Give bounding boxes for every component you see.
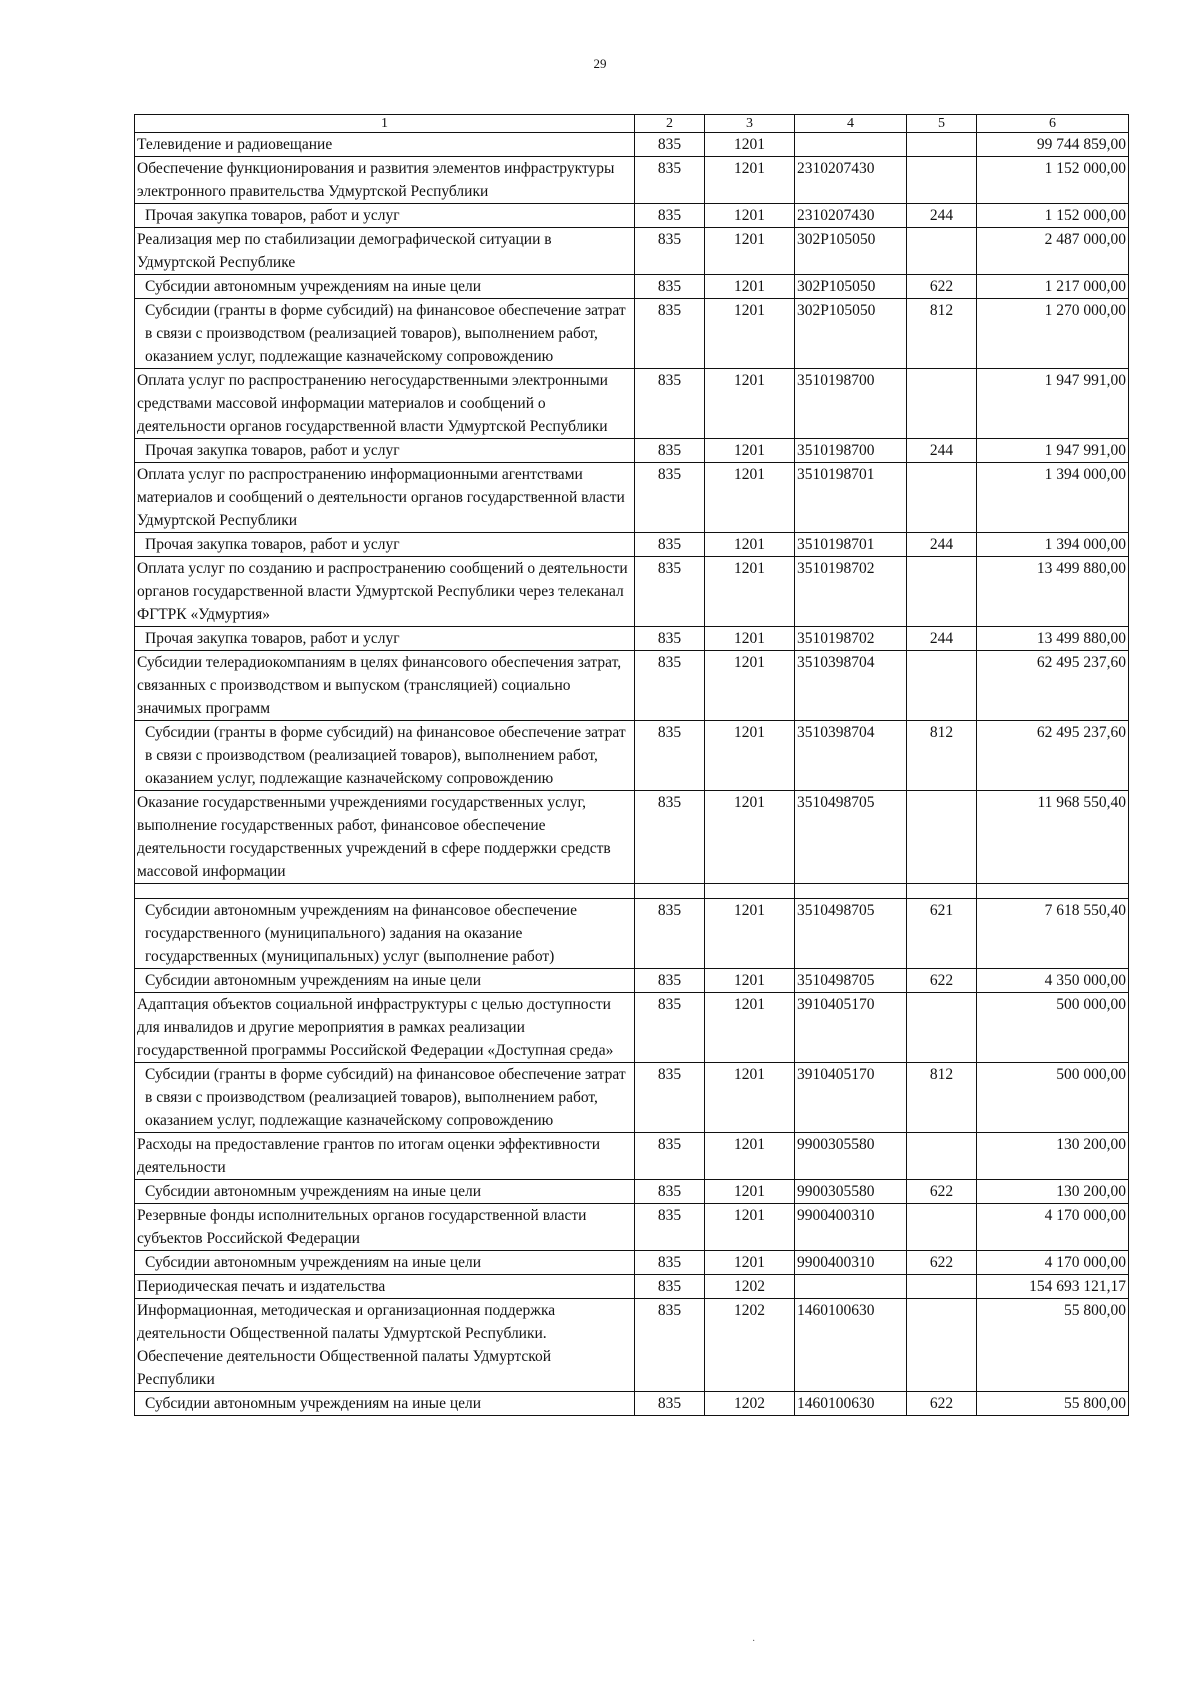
row-expense-type-cell: 621 xyxy=(907,899,977,969)
row-amount-cell: 4 170 000,00 xyxy=(977,1251,1129,1275)
row-name-cell: Субсидии автономным учреждениям на финансовое обеспечение государственного (муниципального) задания на оказание государственных (муниципальных) услуг (выполнение работ) xyxy=(135,899,635,969)
row-section-code-cell: 1201 xyxy=(705,275,795,299)
row-name-cell: Оплата услуг по распространению негосударственными электронными средствами массовой информации материалов и сообщений о деятельности органов государственной власти Удмуртской Республики xyxy=(135,369,635,439)
table-row xyxy=(135,157,1129,204)
header-col-1: 1 xyxy=(135,115,635,133)
row-admin-code-cell: 835 xyxy=(635,299,705,369)
table-row xyxy=(135,721,1129,791)
spacer-cell xyxy=(705,884,795,899)
row-name-cell: Оплата услуг по созданию и распространению сообщений о деятельности органов государственной власти Удмуртской Республики через телеканал ФГТРК «Удмуртия» xyxy=(135,557,635,627)
table-row xyxy=(135,1392,1129,1416)
row-name-cell: Субсидии автономным учреждениям на иные цели xyxy=(135,275,635,299)
row-amount-cell: 1 217 000,00 xyxy=(977,275,1129,299)
row-section-code-cell: 1201 xyxy=(705,1251,795,1275)
row-amount-cell: 55 800,00 xyxy=(977,1392,1129,1416)
row-target-code-cell: 3910405170 xyxy=(795,1063,907,1133)
row-section-code-cell: 1201 xyxy=(705,463,795,533)
row-expense-type-cell: 622 xyxy=(907,1251,977,1275)
row-target-code-cell: 3510498705 xyxy=(795,791,907,884)
row-admin-code-cell: 835 xyxy=(635,228,705,275)
row-target-code-cell: 3510198702 xyxy=(795,627,907,651)
row-name-cell: Периодическая печать и издательства xyxy=(135,1275,635,1299)
row-admin-code-cell: 835 xyxy=(635,1299,705,1392)
spacer-cell xyxy=(135,884,635,899)
row-name-cell: Прочая закупка товаров, работ и услуг xyxy=(135,627,635,651)
row-section-code-cell: 1202 xyxy=(705,1275,795,1299)
row-name-cell: Оказание государственными учреждениями государственных услуг, выполнение государственных работ, финансовое обеспечение деятельности государственных учреждений в сфере поддержки средств массовой информации xyxy=(135,791,635,884)
row-expense-type-cell xyxy=(907,791,977,884)
table-body xyxy=(135,133,1129,1416)
row-expense-type-cell xyxy=(907,1299,977,1392)
row-expense-type-cell xyxy=(907,369,977,439)
row-amount-cell: 1 394 000,00 xyxy=(977,533,1129,557)
row-admin-code-cell: 835 xyxy=(635,899,705,969)
row-expense-type-cell: 244 xyxy=(907,204,977,228)
row-target-code-cell: 3510198700 xyxy=(795,439,907,463)
row-name-cell: Оплата услуг по распространению информационными агентствами материалов и сообщений о деятельности органов государственной власти Удмуртской Республики xyxy=(135,463,635,533)
row-admin-code-cell: 835 xyxy=(635,651,705,721)
row-target-code-cell xyxy=(795,133,907,157)
row-expense-type-cell: 244 xyxy=(907,533,977,557)
row-name-cell: Информационная, методическая и организационная поддержка деятельности Общественной палаты Удмуртской Республики. Обеспечение деятельности Общественной палаты Удмуртской Республики xyxy=(135,1299,635,1392)
row-section-code-cell: 1201 xyxy=(705,791,795,884)
row-expense-type-cell: 622 xyxy=(907,969,977,993)
row-name-cell: Резервные фонды исполнительных органов государственной власти субъектов Российской Федерации xyxy=(135,1204,635,1251)
row-amount-cell: 13 499 880,00 xyxy=(977,627,1129,651)
row-target-code-cell: 302P105050 xyxy=(795,275,907,299)
row-admin-code-cell: 835 xyxy=(635,791,705,884)
row-expense-type-cell xyxy=(907,1204,977,1251)
row-section-code-cell: 1201 xyxy=(705,204,795,228)
row-name-cell: Субсидии автономным учреждениям на иные цели xyxy=(135,1251,635,1275)
row-admin-code-cell: 835 xyxy=(635,1251,705,1275)
table-row xyxy=(135,1063,1129,1133)
row-section-code-cell: 1201 xyxy=(705,651,795,721)
row-target-code-cell xyxy=(795,1275,907,1299)
row-section-code-cell: 1201 xyxy=(705,299,795,369)
row-section-code-cell: 1201 xyxy=(705,533,795,557)
row-amount-cell: 4 170 000,00 xyxy=(977,1204,1129,1251)
row-admin-code-cell: 835 xyxy=(635,369,705,439)
row-section-code-cell: 1201 xyxy=(705,369,795,439)
row-amount-cell: 62 495 237,60 xyxy=(977,721,1129,791)
row-amount-cell: 1 270 000,00 xyxy=(977,299,1129,369)
row-target-code-cell: 3510198701 xyxy=(795,463,907,533)
table-row xyxy=(135,228,1129,275)
row-section-code-cell: 1201 xyxy=(705,1204,795,1251)
row-section-code-cell: 1201 xyxy=(705,969,795,993)
row-amount-cell: 11 968 550,40 xyxy=(977,791,1129,884)
spacer-cell xyxy=(977,884,1129,899)
row-section-code-cell: 1201 xyxy=(705,1180,795,1204)
row-admin-code-cell: 835 xyxy=(635,557,705,627)
row-name-cell: Субсидии автономным учреждениям на иные цели xyxy=(135,1392,635,1416)
table-row xyxy=(135,1275,1129,1299)
row-target-code-cell: 9900305580 xyxy=(795,1133,907,1180)
row-expense-type-cell xyxy=(907,228,977,275)
spacer-cell xyxy=(907,884,977,899)
row-amount-cell: 154 693 121,17 xyxy=(977,1275,1129,1299)
row-expense-type-cell: 244 xyxy=(907,439,977,463)
row-target-code-cell: 2310207430 xyxy=(795,204,907,228)
row-name-cell: Субсидии телерадиокомпаниям в целях финансового обеспечения затрат, связанных с производством и выпуском (трансляцией) социально значимых программ xyxy=(135,651,635,721)
row-admin-code-cell: 835 xyxy=(635,993,705,1063)
row-admin-code-cell: 835 xyxy=(635,721,705,791)
row-admin-code-cell: 835 xyxy=(635,1204,705,1251)
row-expense-type-cell: 812 xyxy=(907,1063,977,1133)
table-row xyxy=(135,1204,1129,1251)
row-target-code-cell: 1460100630 xyxy=(795,1392,907,1416)
row-name-cell: Субсидии автономным учреждениям на иные цели xyxy=(135,1180,635,1204)
row-section-code-cell: 1201 xyxy=(705,133,795,157)
row-admin-code-cell: 835 xyxy=(635,463,705,533)
spacer-cell xyxy=(635,884,705,899)
row-amount-cell: 62 495 237,60 xyxy=(977,651,1129,721)
row-expense-type-cell: 622 xyxy=(907,275,977,299)
row-admin-code-cell: 835 xyxy=(635,969,705,993)
row-target-code-cell: 3510398704 xyxy=(795,651,907,721)
row-expense-type-cell xyxy=(907,993,977,1063)
budget-table xyxy=(134,114,1129,1416)
row-amount-cell: 1 152 000,00 xyxy=(977,204,1129,228)
row-expense-type-cell: 622 xyxy=(907,1180,977,1204)
row-amount-cell: 13 499 880,00 xyxy=(977,557,1129,627)
row-name-cell: Прочая закупка товаров, работ и услуг xyxy=(135,533,635,557)
row-expense-type-cell xyxy=(907,1275,977,1299)
table-row xyxy=(135,439,1129,463)
table-row xyxy=(135,533,1129,557)
row-section-code-cell: 1201 xyxy=(705,993,795,1063)
row-amount-cell: 1 947 991,00 xyxy=(977,439,1129,463)
table-row xyxy=(135,1180,1129,1204)
row-section-code-cell: 1201 xyxy=(705,627,795,651)
row-section-code-cell: 1201 xyxy=(705,439,795,463)
row-name-cell: Адаптация объектов социальной инфраструктуры с целью доступности для инвалидов и другие мероприятия в рамках реализации государственной программы Российской Федерации «Доступная среда» xyxy=(135,993,635,1063)
header-col-4: 4 xyxy=(795,115,907,133)
row-amount-cell: 1 394 000,00 xyxy=(977,463,1129,533)
table-row xyxy=(135,627,1129,651)
row-target-code-cell: 2310207430 xyxy=(795,157,907,204)
table-row xyxy=(135,369,1129,439)
table-row xyxy=(135,791,1129,884)
row-admin-code-cell: 835 xyxy=(635,275,705,299)
table-row xyxy=(135,651,1129,721)
row-name-cell: Расходы на предоставление грантов по итогам оценки эффективности деятельности xyxy=(135,1133,635,1180)
row-admin-code-cell: 835 xyxy=(635,157,705,204)
row-section-code-cell: 1201 xyxy=(705,228,795,275)
table-row xyxy=(135,1251,1129,1275)
table-row xyxy=(135,899,1129,969)
row-section-code-cell: 1201 xyxy=(705,721,795,791)
row-target-code-cell: 3510198701 xyxy=(795,533,907,557)
row-expense-type-cell xyxy=(907,157,977,204)
table-row xyxy=(135,969,1129,993)
row-name-cell: Телевидение и радиовещание xyxy=(135,133,635,157)
row-admin-code-cell: 835 xyxy=(635,1392,705,1416)
table-row xyxy=(135,993,1129,1063)
row-target-code-cell: 9900400310 xyxy=(795,1204,907,1251)
row-expense-type-cell xyxy=(907,463,977,533)
row-amount-cell: 55 800,00 xyxy=(977,1299,1129,1392)
row-target-code-cell: 302P105050 xyxy=(795,299,907,369)
table-spacer-row xyxy=(135,884,1129,899)
table-row xyxy=(135,557,1129,627)
row-amount-cell: 4 350 000,00 xyxy=(977,969,1129,993)
table-row xyxy=(135,1299,1129,1392)
row-admin-code-cell: 835 xyxy=(635,627,705,651)
table-row xyxy=(135,463,1129,533)
row-name-cell: Прочая закупка товаров, работ и услуг xyxy=(135,204,635,228)
row-expense-type-cell: 622 xyxy=(907,1392,977,1416)
row-section-code-cell: 1201 xyxy=(705,899,795,969)
row-amount-cell: 7 618 550,40 xyxy=(977,899,1129,969)
row-admin-code-cell: 835 xyxy=(635,133,705,157)
row-admin-code-cell: 835 xyxy=(635,204,705,228)
row-expense-type-cell xyxy=(907,1133,977,1180)
table-row xyxy=(135,1133,1129,1180)
row-amount-cell: 500 000,00 xyxy=(977,1063,1129,1133)
row-expense-type-cell: 244 xyxy=(907,627,977,651)
row-section-code-cell: 1202 xyxy=(705,1392,795,1416)
row-target-code-cell: 3910405170 xyxy=(795,993,907,1063)
row-target-code-cell: 1460100630 xyxy=(795,1299,907,1392)
row-amount-cell: 99 744 859,00 xyxy=(977,133,1129,157)
table-row xyxy=(135,204,1129,228)
table-header-row xyxy=(135,115,1129,133)
row-section-code-cell: 1201 xyxy=(705,557,795,627)
row-name-cell: Прочая закупка товаров, работ и услуг xyxy=(135,439,635,463)
row-name-cell: Реализация мер по стабилизации демографической ситуации в Удмуртской Республике xyxy=(135,228,635,275)
row-admin-code-cell: 835 xyxy=(635,533,705,557)
row-target-code-cell: 3510498705 xyxy=(795,969,907,993)
row-name-cell: Субсидии (гранты в форме субсидий) на финансовое обеспечение затрат в связи с производством (реализацией товаров), выполнением работ, оказанием услуг, подлежащие казначейскому сопровождению xyxy=(135,299,635,369)
header-col-2: 2 xyxy=(635,115,705,133)
row-expense-type-cell xyxy=(907,557,977,627)
row-expense-type-cell: 812 xyxy=(907,721,977,791)
row-name-cell: Субсидии (гранты в форме субсидий) на финансовое обеспечение затрат в связи с производством (реализацией товаров), выполнением работ, оказанием услуг, подлежащие казначейскому сопровождению xyxy=(135,1063,635,1133)
row-amount-cell: 1 947 991,00 xyxy=(977,369,1129,439)
table-row xyxy=(135,133,1129,157)
row-amount-cell: 2 487 000,00 xyxy=(977,228,1129,275)
row-expense-type-cell xyxy=(907,651,977,721)
row-target-code-cell: 3510398704 xyxy=(795,721,907,791)
row-admin-code-cell: 835 xyxy=(635,1063,705,1133)
header-col-3: 3 xyxy=(705,115,795,133)
row-target-code-cell: 3510198702 xyxy=(795,557,907,627)
header-col-6: 6 xyxy=(977,115,1129,133)
row-admin-code-cell: 835 xyxy=(635,1275,705,1299)
row-expense-type-cell xyxy=(907,133,977,157)
header-col-5: 5 xyxy=(907,115,977,133)
row-name-cell: Субсидии автономным учреждениям на иные цели xyxy=(135,969,635,993)
row-target-code-cell: 9900400310 xyxy=(795,1251,907,1275)
row-admin-code-cell: 835 xyxy=(635,1133,705,1180)
row-target-code-cell: 302P105050 xyxy=(795,228,907,275)
row-amount-cell: 130 200,00 xyxy=(977,1133,1129,1180)
row-amount-cell: 130 200,00 xyxy=(977,1180,1129,1204)
table-row xyxy=(135,299,1129,369)
row-expense-type-cell: 812 xyxy=(907,299,977,369)
row-target-code-cell: 3510198700 xyxy=(795,369,907,439)
row-amount-cell: 1 152 000,00 xyxy=(977,157,1129,204)
row-section-code-cell: 1201 xyxy=(705,1063,795,1133)
row-target-code-cell: 3510498705 xyxy=(795,899,907,969)
table-row xyxy=(135,275,1129,299)
row-admin-code-cell: 835 xyxy=(635,1180,705,1204)
row-section-code-cell: 1202 xyxy=(705,1299,795,1392)
row-section-code-cell: 1201 xyxy=(705,157,795,204)
scan-dot: · xyxy=(752,1636,756,1647)
row-amount-cell: 500 000,00 xyxy=(977,993,1129,1063)
row-target-code-cell: 9900305580 xyxy=(795,1180,907,1204)
row-name-cell: Субсидии (гранты в форме субсидий) на финансовое обеспечение затрат в связи с производством (реализацией товаров), выполнением работ, оказанием услуг, подлежащие казначейскому сопровождению xyxy=(135,721,635,791)
row-section-code-cell: 1201 xyxy=(705,1133,795,1180)
page-number: 29 xyxy=(593,56,607,71)
row-name-cell: Обеспечение функционирования и развития элементов инфраструктуры электронного правительства Удмуртской Республики xyxy=(135,157,635,204)
spacer-cell xyxy=(795,884,907,899)
row-admin-code-cell: 835 xyxy=(635,439,705,463)
